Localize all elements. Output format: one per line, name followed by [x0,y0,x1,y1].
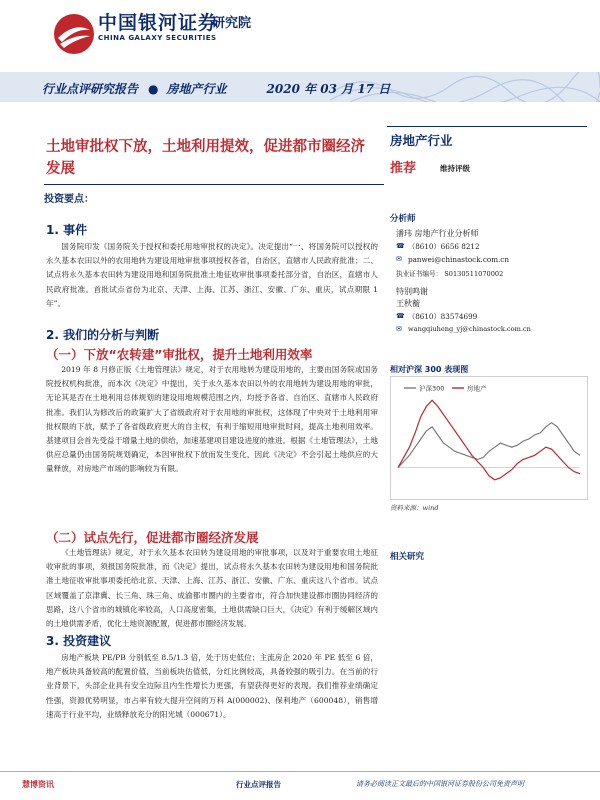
footer-disclaimer: 请务必阅读正文最后的中国银河证券股份公司免责声明 [356,780,524,788]
rating-badge: 推荐 [390,161,417,176]
assistant-phone: （8610）83574699 [408,312,478,321]
related-research-label: 相关研究 [390,552,425,562]
chart-legend-label: 沪深300 [419,384,445,393]
title-divider [44,184,384,185]
footer-report-type: 行业点评报告 [236,780,281,789]
chart-title: 相对沪深 300 表现图 [390,365,469,374]
section-2b-heading: （二）试点先行，促进都市圈经济发展 [46,530,259,545]
assistant-email[interactable]: wangqiuheng_yj@chinastock.com.cn [408,325,531,333]
section-3-heading: 3. 投资建议 [46,634,112,648]
chart-source: 资料来源：wind [390,504,439,512]
footer-logo-text: 慧博资讯 [22,780,54,789]
phone-icon: ☎ [396,312,405,320]
brand-name: 中国银河证券 [98,12,219,34]
assistant-label: 特别鸣谢 [396,287,428,296]
footer-divider [0,771,600,772]
section-2-heading: 2. 我们的分析与判断 [46,328,160,342]
summary-label: 投资要点： [44,194,94,205]
section-2b-body: 《土地管理法》规定，对于永久基本农田转为建设用地的审批事项，以及对于重要农用土地征收审批的事项，须报国务院批准，而《决定》提出，试点将永久基本农田转为建设用地和国务院批准土地征收审批事项委托给北京、天津、上海、江苏、浙江、安徽、广东、重庆这八个省市。试点区域覆盖了京津冀、长三角、珠三角、成渝都市圈内的主要省市，符合加快建设都市圈协同经济的思路，这八个省市的城镇化率较高，人口高度密集，土地供需缺口巨大，《决定》有利于缓解区域内的土地供需矛盾，优化土地资源配置，促进都市圈经济发展。 [46,548,378,629]
analyst-label: 分析师 [390,214,416,224]
report-title: 土地审批权下放，土地利用提效，促进都市圈经济发展 [46,139,365,177]
report-type: 行业点评研究报告 [42,82,139,96]
assistant-name: 王秋蘅 [396,299,420,308]
bullet-dot-icon: ● [148,82,159,96]
analyst-cert: 执业证书编号： S0130511070002 [396,270,504,278]
section-3-body: 房地产板块 PE/PB 分别低至 8.5/1.3 倍，处于历史低位；主流房企 2020 年 PE 低至 6 倍，地产板块具备较高的配置价值，当前板块估值低，分红比例较高，具备较强的吸引力。在当前的行业背景下，头部企业具有安全边际且内生性增长力更强，有望获得更好的表现。我们推荐业绩确定性强，资源优势明显，市占率有较大提升空间的万科 A(000002)、保利地产（600048），销售增速高于行业平均，业绩释放充分的阳光城（000671）。 [46,653,378,719]
section-1-heading: 1. 事件 [46,223,88,237]
report-header [0,0,600,72]
band-industry: 房地产行业 [166,82,227,96]
analyst-email[interactable]: panwei@chinastock.com.cn [408,255,509,264]
rating-note: 维持评级 [440,164,470,173]
section-2a-body: 2019 年 8 月修正版《土地管理法》规定，对于农用地转为建设用地的，主要由国务院或国务院授权机构批准，而本次《决定》中提出，关于永久基本农田以外的农用地转为建设用地的审批，无论其是否在土地利用总体规划的建设用地规模范围之内，均授予各省、自治区、直辖市人民政府批准。我们认为修改后的政策扩大了省级政府对于农用地的审批权，这体现了中央对于土地利用审批权限的下放，赋予了各省级政府更大的自主权，有利于缩短用地审批时间，提高土地利用效率。基建项目会首先受益于增量土地的供给，加速基建项目建设进度的推进。根据《土地管理法》，土地供应总量仍由国务院规划确定，本因审批权下放而发生变化，因此《决定》不会引起土地供应的大量释放，对房地产市场的影响较为有限。 [46,365,378,474]
section-1-body: 国务院印发《国务院关于授权和委托用地审批权的决定》。决定提出“一、将国务院可以授权的永久基本农田以外的农用地转为建设用地审批事项授权各省，自治区，直辖市人民政府批准；二、试点将永久基本农田转为建设用地和国务院批准土地征收审批事项委托部分省，自治区，直辖市人民政府批准。首批试点省份为北京、天津、上海、江苏、浙江、安徽、广东、重庆，试点期限 1 年”。 [46,242,378,308]
analyst-phone: （8610）6656 8212 [408,242,480,251]
email-icon: ✉ [396,325,402,333]
institute-label: 研究院 [212,16,252,31]
right-column-divider [387,126,587,127]
phone-icon: ☎ [396,242,405,250]
section-2a-heading: （一）下放“农转建”审批权，提升土地利用效率 [46,347,313,362]
chart-legend-label: 房地产 [467,384,487,393]
analyst-name-title: 潘玮 房地产行业分析师 [396,229,479,238]
relative-performance-chart [390,376,588,500]
email-icon: ✉ [396,255,402,263]
industry-name: 房地产行业 [390,133,453,148]
band-text [42,80,390,97]
brand-name-en: CHINA GALAXY SECURITIES [98,34,217,42]
galaxy-logo-icon [52,12,96,56]
report-date: 2020 年 03 月 17 日 [266,82,391,96]
